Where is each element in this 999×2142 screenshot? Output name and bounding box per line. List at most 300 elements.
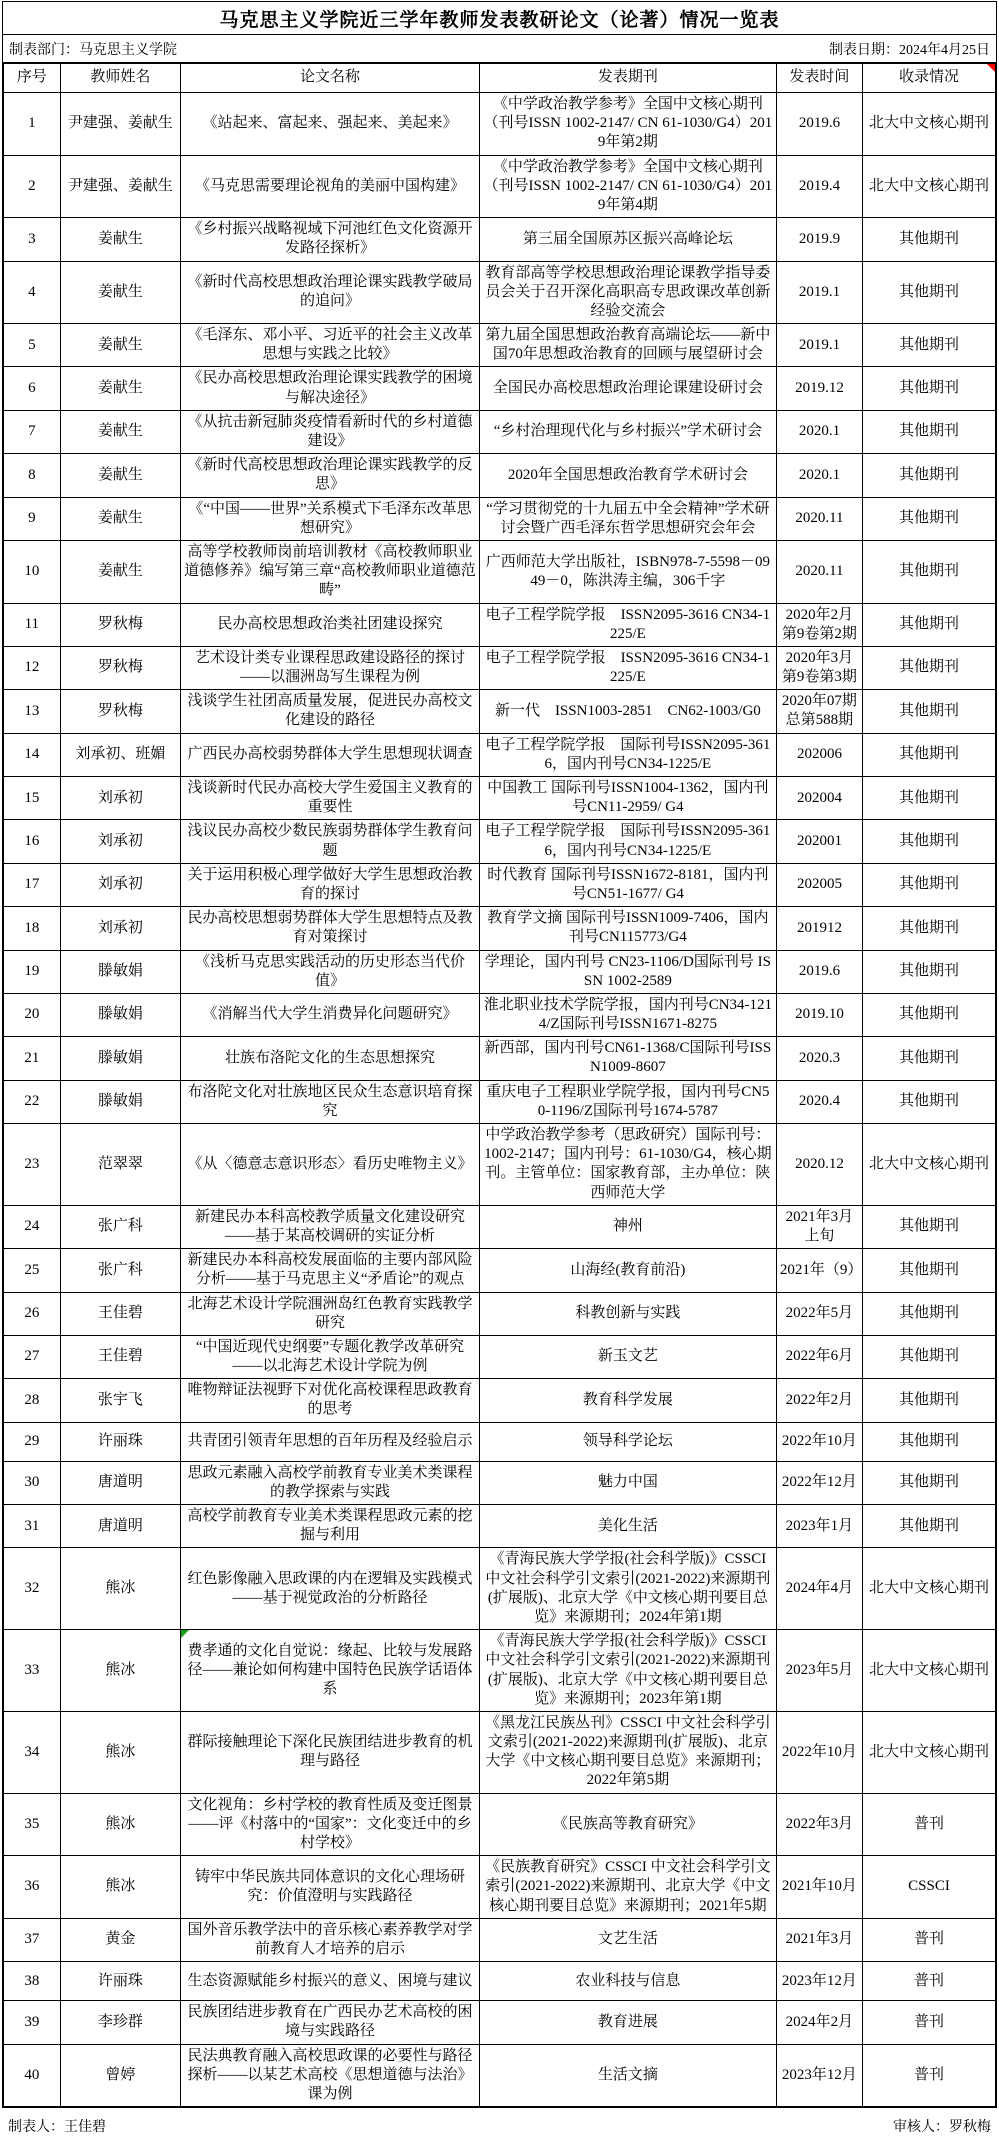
cell-paper-title <box>181 2001 480 2044</box>
cell-journal-text: 教育部高等学校思想政治理论课教学指导委员会关于召开深化高职高专思政课改革创新经验交流会 <box>485 264 771 319</box>
cell-teacher <box>60 324 180 367</box>
table-row <box>3 1124 996 1206</box>
table-row <box>3 907 996 950</box>
cell-journal <box>479 1962 776 2001</box>
cell-date-text: 2020.4 <box>798 1093 841 1110</box>
cell-paper-title <box>181 155 480 218</box>
cell-no <box>3 950 60 993</box>
cell-date <box>776 1505 862 1548</box>
cell-no <box>3 603 60 646</box>
cell-paper-title-text: 高校学前教育专业美术类课程思政元素的挖掘与利用 <box>187 1508 473 1544</box>
cell-journal <box>479 777 776 820</box>
cell-paper-title-text: 唯物辩证法视野下对优化高校课程思政教育的思考 <box>187 1382 473 1418</box>
cell-paper-title-text: “中国近现代史纲要”专题化教学改革研究——以北海艺术设计学院为例 <box>195 1338 465 1375</box>
meta-department: 制表部门：马克思主义学院 <box>9 43 177 58</box>
cell-paper-title <box>181 1505 480 1548</box>
table-row <box>3 690 996 733</box>
cell-teacher-text: 刘承初 <box>97 789 143 806</box>
cell-paper-title-text: 北海艺术设计学院涠洲岛红色教育实践教学研究 <box>187 1295 473 1331</box>
cell-date <box>776 1461 862 1504</box>
table-row <box>3 1292 996 1335</box>
cell-status <box>863 2001 996 2044</box>
cell-status-text: CSSCI <box>908 1878 950 1895</box>
cell-status-text: 其他期刊 <box>899 1305 960 1322</box>
cell-no-text: 27 <box>24 1348 40 1365</box>
cell-no-text: 1 <box>28 115 36 132</box>
cell-journal <box>479 1292 776 1335</box>
cell-no <box>3 907 60 950</box>
cell-no-text: 28 <box>24 1391 40 1408</box>
cell-teacher-text: 姜献生 <box>97 423 143 440</box>
cell-status-text: 北大中文核心期刊 <box>869 177 990 194</box>
col-header-date-label: 发表时间 <box>789 69 850 86</box>
cell-no <box>3 1630 60 1712</box>
cell-paper-title <box>181 1461 480 1504</box>
cell-status <box>863 1249 996 1292</box>
cell-paper-title-text: 浅议民办高校少数民族弱势群体学生教育问题 <box>187 823 473 859</box>
cell-teacher <box>60 1856 180 1919</box>
cell-date <box>776 454 862 497</box>
cell-teacher <box>60 454 180 497</box>
cell-paper-title <box>181 540 480 603</box>
cell-teacher-text: 王佳碧 <box>97 1305 143 1322</box>
cell-no <box>3 1335 60 1378</box>
cell-journal-text: 《青海民族大学学报(社会科学版)》CSSCI中文社会科学引文索引(2021-2022)来源期刊(扩展版)、北京大学《中文核心期刊要目总览》来源期刊；2024年第1期 <box>485 1551 771 1625</box>
cell-no-text: 9 <box>28 510 36 527</box>
cell-date-text: 2023年1月 <box>785 1517 854 1534</box>
cell-paper-title <box>181 93 480 156</box>
table-row <box>3 863 996 906</box>
cell-status-text: 其他期刊 <box>899 423 960 440</box>
cell-status <box>863 907 996 950</box>
cell-date-text: 2022年10月 <box>781 1743 857 1760</box>
table-row <box>3 454 996 497</box>
cell-status-text: 其他期刊 <box>899 1348 960 1365</box>
cell-date <box>776 261 862 324</box>
cell-paper-title <box>181 646 480 689</box>
cell-journal-text: 新西部，国内刊号CN61-1368/C国际刊号ISSN1009-8607 <box>484 1040 772 1076</box>
cell-journal-text: 2020年全国思想政治教育学术研讨会 <box>507 466 748 483</box>
cell-status-text: 北大中文核心期刊 <box>869 115 990 132</box>
cell-no <box>3 497 60 540</box>
cell-date <box>776 1080 862 1123</box>
cell-status <box>863 1918 996 1961</box>
cell-status-text: 其他期刊 <box>899 963 960 980</box>
cell-journal <box>479 1918 776 1961</box>
cell-journal-text: 广西师范大学出版社，ISBN978-7-5598－0949－0，陈洪涛主编，306千字 <box>485 553 770 589</box>
cell-date-text: 2020年2月第9卷第2期 <box>781 606 857 642</box>
cell-journal <box>479 603 776 646</box>
cell-journal-text: 《中学政治教学参考》全国中文核心期刊（刊号ISSN 1002-2147/ CN 61-1030/G4）2019年第4期 <box>483 158 773 213</box>
cell-journal-text: 新玉文艺 <box>597 1348 658 1365</box>
cell-paper-title-text: 关于运用积极心理学做好大学生思想政治教育的探讨 <box>187 866 473 902</box>
cell-teacher-text: 张宇飞 <box>97 1391 143 1408</box>
cell-no <box>3 1793 60 1856</box>
cell-journal <box>479 1422 776 1461</box>
cell-paper-title-text: 《马克思需要理论视角的美丽中国构建》 <box>194 177 465 194</box>
cell-status <box>863 2044 996 2107</box>
cell-journal <box>479 950 776 993</box>
cell-teacher <box>60 777 180 820</box>
table-row <box>3 497 996 540</box>
cell-teacher <box>60 410 180 453</box>
cell-paper-title <box>181 1379 480 1422</box>
cell-no-text: 39 <box>24 2013 40 2030</box>
cell-date <box>776 777 862 820</box>
cell-status <box>863 1205 996 1248</box>
cell-status-text: 其他期刊 <box>899 230 960 247</box>
cell-teacher-text: 王佳碧 <box>97 1348 143 1365</box>
cell-date-text: 2023年12月 <box>781 2066 857 2083</box>
cell-teacher <box>60 2001 180 2044</box>
table-row <box>3 733 996 776</box>
cell-paper-title-text: 思政元素融入高校学前教育专业美术类课程的教学探索与实践 <box>187 1464 473 1500</box>
cell-teacher-text: 刘承初 <box>97 876 143 893</box>
cell-paper-title-text: 《民办高校思想政治理论课实践教学的困境与解决途径》 <box>187 370 473 406</box>
col-header-status <box>863 63 996 93</box>
cell-date-text: 2020.1 <box>798 466 841 483</box>
cell-paper-title <box>181 777 480 820</box>
cell-no-text: 25 <box>24 1261 40 1278</box>
cell-journal <box>479 1080 776 1123</box>
cell-status-text: 北大中文核心期刊 <box>869 1661 990 1678</box>
cell-date-text: 2021年3月上旬 <box>785 1208 854 1244</box>
cell-status-text: 其他期刊 <box>899 1006 960 1023</box>
cell-journal-text: 教育学文摘 国际刊号ISSN1009-7406，国内刊号CN115773/G4 <box>487 910 769 946</box>
cell-journal-text: 第九届全国思想政治教育高端论坛——新中国70年思想政治教育的回顾与展望研讨会 <box>485 327 771 363</box>
cell-teacher <box>60 733 180 776</box>
cell-paper-title-text: 民法典教育融入高校思政课的必要性与路径探析——以某艺术高校《思想道德与法治》课为例 <box>187 2047 473 2102</box>
cell-status-text: 其他期刊 <box>899 510 960 527</box>
cell-status-text: 其他期刊 <box>899 789 960 806</box>
cell-journal <box>479 1124 776 1206</box>
cell-paper-title-text: 新建民办本科高校教学质量文化建设研究——基于某高校调研的实证分析 <box>194 1208 465 1244</box>
cell-paper-title <box>181 324 480 367</box>
cell-teacher-text: 罗秋梅 <box>97 702 143 719</box>
cell-no-text: 11 <box>24 616 40 633</box>
cell-teacher <box>60 950 180 993</box>
cell-journal <box>479 1711 776 1793</box>
cell-teacher <box>60 497 180 540</box>
cell-journal <box>479 1630 776 1712</box>
cell-date-text: 2019.1 <box>798 283 841 300</box>
cell-status-text: 其他期刊 <box>899 1218 960 1235</box>
cell-no <box>3 1918 60 1961</box>
cell-date-text: 2023年12月 <box>781 1972 857 1989</box>
cell-no-text: 2 <box>28 177 36 194</box>
cell-no-text: 21 <box>24 1049 40 1066</box>
cell-no <box>3 690 60 733</box>
cell-teacher <box>60 367 180 410</box>
cell-teacher-text: 尹建强、姜献生 <box>67 177 173 194</box>
cell-journal <box>479 993 776 1036</box>
cell-journal-text: 教育科学发展 <box>582 1391 673 1408</box>
table-row <box>3 540 996 603</box>
cell-date-text: 202001 <box>796 832 842 849</box>
cell-journal-text: 《民族高等教育研究》 <box>552 1815 703 1832</box>
cell-journal <box>479 2001 776 2044</box>
cell-status <box>863 1461 996 1504</box>
cell-date <box>776 646 862 689</box>
table-row <box>3 367 996 410</box>
cell-journal-text: 农业科技与信息 <box>575 1972 681 1989</box>
cell-journal <box>479 261 776 324</box>
cell-journal-text: 电子工程学院学报 国际刊号ISSN2095-3616，国内刊号CN34-1225/E <box>485 736 771 772</box>
cell-status <box>863 690 996 733</box>
cell-status-text: 普刊 <box>914 1931 945 1948</box>
cell-no <box>3 155 60 218</box>
cell-no <box>3 1505 60 1548</box>
cell-journal <box>479 93 776 156</box>
cell-paper-title <box>181 993 480 1036</box>
cell-status <box>863 1124 996 1206</box>
cell-status <box>863 1548 996 1630</box>
cell-no-text: 3 <box>28 230 36 247</box>
cell-paper-title <box>181 1292 480 1335</box>
cell-journal-text: 电子工程学院学报 ISSN2095-3616 CN34-1225/E <box>485 649 771 686</box>
cell-no <box>3 1962 60 2001</box>
cell-paper-title <box>181 454 480 497</box>
table-row <box>3 1711 996 1793</box>
table-row <box>3 603 996 646</box>
cell-no <box>3 1124 60 1206</box>
cell-status-text: 其他期刊 <box>899 919 960 936</box>
cell-teacher-text: 姜献生 <box>97 283 143 300</box>
cell-date-text: 2023年5月 <box>785 1661 854 1678</box>
cell-teacher <box>60 1292 180 1335</box>
col-header-no-label: 序号 <box>16 69 47 86</box>
cell-teacher-text: 姜献生 <box>97 563 143 580</box>
cell-teacher <box>60 1711 180 1793</box>
cell-journal <box>479 1505 776 1548</box>
table-row <box>3 218 996 261</box>
cell-status-text: 其他期刊 <box>899 380 960 397</box>
cell-teacher-text: 黄金 <box>105 1931 136 1948</box>
cell-status-text: 其他期刊 <box>899 832 960 849</box>
cell-teacher <box>60 1793 180 1856</box>
cell-status-text: 北大中文核心期刊 <box>869 1155 990 1172</box>
table-row <box>3 324 996 367</box>
cell-teacher-text: 唐道明 <box>97 1474 143 1491</box>
cell-paper-title-text: 共青团引领青年思想的百年历程及经验启示 <box>187 1433 473 1450</box>
cell-teacher <box>60 1548 180 1630</box>
cell-date <box>776 1962 862 2001</box>
cell-no <box>3 1461 60 1504</box>
cell-paper-title-text: 文化视角：乡村学校的教育性质及变迁图景——评《村落中的“国家”：文化变迁中的乡村学校》 <box>187 1796 473 1851</box>
cell-status <box>863 1505 996 1548</box>
cell-teacher <box>60 2044 180 2107</box>
table-row <box>3 1422 996 1461</box>
cell-journal <box>479 690 776 733</box>
table-row <box>3 1037 996 1080</box>
col-header-journal <box>479 63 776 93</box>
cell-no-text: 10 <box>24 563 40 580</box>
cell-status-text: 其他期刊 <box>899 616 960 633</box>
cell-paper-title <box>181 1249 480 1292</box>
cell-status-text: 普刊 <box>914 2013 945 2030</box>
cell-teacher <box>60 93 180 156</box>
cell-paper-title-text: 《“中国——世界”关系模式下毛泽东改革思想研究》 <box>188 500 472 536</box>
cell-date <box>776 733 862 776</box>
cell-date <box>776 2044 862 2107</box>
cell-paper-title-text: 《站起来、富起来、强起来、美起来》 <box>202 115 458 132</box>
cell-date <box>776 1335 862 1378</box>
cell-journal <box>479 1856 776 1919</box>
cell-no <box>3 324 60 367</box>
cell-no-text: 37 <box>24 1931 40 1948</box>
cell-date-text: 2021年10月 <box>781 1878 857 1895</box>
cell-date-text: 2020.11 <box>795 563 844 580</box>
cell-date <box>776 863 862 906</box>
cell-status <box>863 218 996 261</box>
cell-teacher <box>60 261 180 324</box>
cell-paper-title-text: 浅谈学生社团高质量发展，促进民办高校文化建设的路径 <box>187 693 473 729</box>
cell-no-text: 26 <box>24 1305 40 1322</box>
cell-teacher-text: 姜献生 <box>97 336 143 353</box>
cell-teacher-text: 刘承初 <box>97 832 143 849</box>
cell-no-text: 36 <box>24 1878 40 1895</box>
table-row <box>3 1793 996 1856</box>
cell-paper-title-text: 国外音乐教学法中的音乐核心素养教学对学前教育人才培养的启示 <box>187 1921 473 1957</box>
cell-teacher-text: 熊冰 <box>105 1661 136 1678</box>
cell-no <box>3 993 60 1036</box>
table-header <box>3 63 996 93</box>
cell-paper-title-text: 《浅析马克思实践活动的历史形态当代价值》 <box>194 953 465 989</box>
cell-date-text: 2022年6月 <box>785 1348 854 1365</box>
cell-status-text: 其他期刊 <box>899 702 960 719</box>
cell-date-text: 2020年3月第9卷第3期 <box>781 649 857 686</box>
cell-date <box>776 1379 862 1422</box>
cell-status-text: 其他期刊 <box>899 1093 960 1110</box>
cell-no-text: 7 <box>28 423 36 440</box>
cell-date <box>776 1422 862 1461</box>
cell-date <box>776 1630 862 1712</box>
cell-teacher <box>60 603 180 646</box>
cell-date-text: 2019.12 <box>795 380 844 397</box>
cell-teacher <box>60 1505 180 1548</box>
cell-status-text: 其他期刊 <box>899 563 960 580</box>
cell-date-text: 2019.10 <box>795 1006 844 1023</box>
cell-no-text: 20 <box>24 1006 40 1023</box>
cell-teacher <box>60 540 180 603</box>
cell-teacher <box>60 1037 180 1080</box>
table-row <box>3 2044 996 2107</box>
cell-no-text: 6 <box>28 380 36 397</box>
cell-journal-text: 科教创新与实践 <box>575 1305 681 1322</box>
cell-paper-title-text: 广西民办高校弱势群体大学生思想现状调查 <box>187 746 473 763</box>
cell-teacher <box>60 1918 180 1961</box>
cell-date <box>776 324 862 367</box>
cell-no-text: 32 <box>24 1580 40 1597</box>
table-row <box>3 1505 996 1548</box>
page-title: 马克思主义学院近三学年教师发表教研论文（论著）情况一览表 <box>3 2 996 35</box>
cell-teacher-text: 滕敏娟 <box>97 1093 143 1110</box>
cell-status <box>863 1856 996 1919</box>
cell-no-text: 19 <box>24 963 40 980</box>
cell-status-text: 普刊 <box>914 2066 945 2083</box>
cell-journal <box>479 907 776 950</box>
table-row <box>3 1080 996 1123</box>
cell-date-text: 2024年4月 <box>785 1580 854 1597</box>
cell-paper-title <box>181 603 480 646</box>
table-row <box>3 261 996 324</box>
cell-no <box>3 1249 60 1292</box>
cell-no <box>3 1379 60 1422</box>
cell-date-text: 2022年10月 <box>781 1433 857 1450</box>
cell-status <box>863 1422 996 1461</box>
report-header <box>2 1 997 62</box>
cell-paper-title <box>181 497 480 540</box>
cell-no <box>3 646 60 689</box>
cell-date-text: 2022年3月 <box>785 1815 854 1832</box>
cell-date-text: 2020.3 <box>798 1049 841 1066</box>
cell-teacher-text: 许丽珠 <box>97 1972 143 1989</box>
cell-paper-title-text: 民办高校思想弱势群体大学生思想特点及教育对策探讨 <box>187 910 473 946</box>
comment-marker-icon <box>987 64 995 72</box>
cell-date <box>776 2001 862 2044</box>
cell-journal <box>479 1249 776 1292</box>
cell-journal-text: 领导科学论坛 <box>582 1433 673 1450</box>
cell-paper-title-text: 壮族布洛陀文化的生态思想探究 <box>224 1049 435 1066</box>
cell-teacher-text: 张广科 <box>97 1218 143 1235</box>
cell-teacher-text: 罗秋梅 <box>97 659 143 676</box>
cell-journal <box>479 1793 776 1856</box>
footer-reviewer: 审核人：罗秋梅 <box>893 2120 991 2136</box>
cell-no <box>3 1422 60 1461</box>
cell-no <box>3 733 60 776</box>
col-header-teacher <box>60 63 180 93</box>
cell-journal <box>479 1379 776 1422</box>
cell-paper-title-text: 费孝通的文化自觉说：缘起、比较与发展路径——兼论如何构建中国特色民族学话语体系 <box>187 1642 473 1698</box>
cell-journal <box>479 324 776 367</box>
cell-status <box>863 367 996 410</box>
table-row <box>3 2001 996 2044</box>
cell-paper-title <box>181 863 480 906</box>
cell-paper-title <box>181 1205 480 1248</box>
table-row <box>3 93 996 156</box>
cell-no <box>3 367 60 410</box>
cell-no-text: 24 <box>24 1218 40 1235</box>
cell-paper-title-text: 群际接触理论下深化民族团结进步教育的机理与路径 <box>187 1734 473 1770</box>
cell-status-text: 其他期刊 <box>899 876 960 893</box>
cell-date <box>776 950 862 993</box>
cell-date-text: 2022年2月 <box>785 1391 854 1408</box>
table-row <box>3 820 996 863</box>
cell-status <box>863 1335 996 1378</box>
cell-paper-title-text: 《毛泽东、邓小平、习近平的社会主义改革思想与实践之比较》 <box>187 327 473 363</box>
cell-status <box>863 646 996 689</box>
cell-date-text: 2022年5月 <box>785 1305 854 1322</box>
cell-paper-title-text: 《消解当代大学生消费异化问题研究》 <box>202 1006 458 1023</box>
cell-status <box>863 733 996 776</box>
cell-no <box>3 1205 60 1248</box>
cell-teacher <box>60 1461 180 1504</box>
cell-teacher-text: 许丽珠 <box>97 1433 143 1450</box>
cell-teacher-text: 张广科 <box>97 1261 143 1278</box>
cell-teacher <box>60 1249 180 1292</box>
cell-status <box>863 93 996 156</box>
cell-no-text: 40 <box>24 2066 40 2083</box>
cell-teacher <box>60 1124 180 1206</box>
cell-paper-title <box>181 690 480 733</box>
col-header-teacher-label: 教师姓名 <box>90 69 151 86</box>
cell-date <box>776 1856 862 1919</box>
col-header-journal-label: 发表期刊 <box>597 69 658 86</box>
report-sheet <box>0 1 999 2142</box>
cell-journal <box>479 1205 776 1248</box>
cell-status <box>863 1962 996 2001</box>
cell-paper-title <box>181 1080 480 1123</box>
